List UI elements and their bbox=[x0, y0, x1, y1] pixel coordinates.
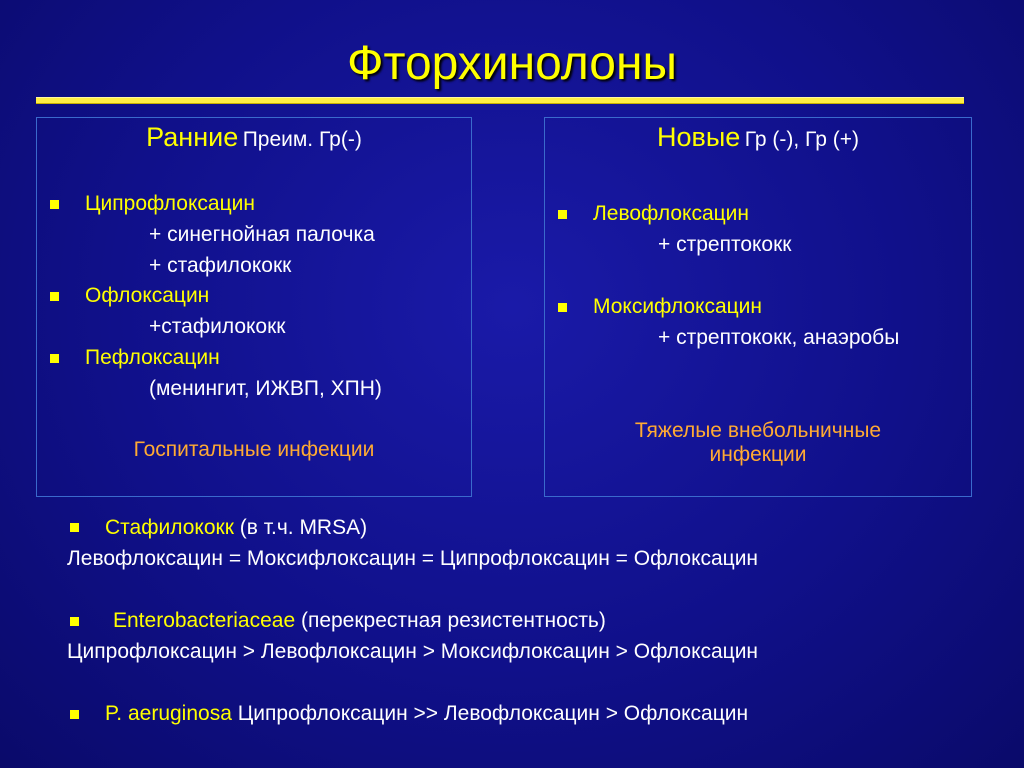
bullet-icon bbox=[50, 354, 59, 363]
bottom-item-comparison: Ципрофлоксацин > Левофлоксацин > Моксифлоксацин > Офлоксацин bbox=[67, 640, 759, 663]
right-footer-line2: инфекции bbox=[709, 443, 807, 466]
bullet-icon bbox=[50, 292, 59, 301]
bullet-icon bbox=[50, 200, 59, 209]
right-heading-title: Новые bbox=[656, 122, 741, 152]
bottom-item-rest: (перекрестная резистентность) bbox=[295, 609, 606, 632]
drug-note: + синегнойная палочка bbox=[149, 223, 375, 246]
bottom-item-p-aeruginosa bbox=[105, 702, 748, 726]
left-footer: Госпитальные инфекции bbox=[133, 438, 375, 461]
right-footer bbox=[545, 419, 971, 467]
drug-note: +стафилококк bbox=[149, 315, 286, 338]
bottom-item-comparison: Левофлоксацин = Моксифлоксацин = Ципрофлоксацин = Офлоксацин bbox=[67, 547, 759, 570]
new-fluoroquinolones-box bbox=[544, 117, 972, 497]
drug-levofloxacin: Левофлоксацин bbox=[593, 202, 750, 225]
early-fluoroquinolones-box bbox=[36, 117, 472, 497]
right-heading bbox=[545, 122, 971, 153]
drug-ofloxacin: Офлоксацин bbox=[85, 284, 210, 307]
bottom-item-label: P. aeruginosa bbox=[105, 702, 232, 725]
bottom-item-staph bbox=[105, 516, 367, 540]
left-heading-title: Ранние bbox=[146, 122, 239, 152]
right-footer-line1: Тяжелые внебольничные bbox=[634, 419, 882, 442]
left-heading-subtitle: Преим. Гр(-) bbox=[242, 128, 362, 151]
slide-title: Фторхинолоны bbox=[347, 37, 677, 90]
drug-note: + стрептококк bbox=[658, 233, 792, 256]
bottom-item-rest: Ципрофлоксацин >> Левофлоксацин > Офлоксацин bbox=[231, 702, 749, 725]
bottom-item-label: Стафилококк bbox=[105, 516, 234, 539]
bullet-icon bbox=[558, 303, 567, 312]
right-heading-subtitle: Гр (-), Гр (+) bbox=[744, 128, 860, 151]
bullet-icon bbox=[70, 617, 79, 626]
title-underline bbox=[36, 97, 964, 104]
drug-note: (менингит, ИЖВП, ХПН) bbox=[149, 377, 382, 400]
drug-ciprofloxacin: Ципрофлоксацин bbox=[85, 192, 255, 215]
bottom-item-label: Enterobacteriaceae bbox=[113, 609, 296, 632]
bottom-item-rest: (в т.ч. MRSA) bbox=[233, 516, 368, 539]
drug-note: + стафилококк bbox=[149, 254, 292, 277]
bullet-icon bbox=[70, 523, 79, 532]
left-heading bbox=[37, 122, 471, 153]
drug-pefloxacin: Пефлоксацин bbox=[85, 346, 220, 369]
bottom-item-enterobacteriaceae bbox=[113, 609, 606, 633]
bullet-icon bbox=[558, 210, 567, 219]
bullet-icon bbox=[70, 710, 79, 719]
drug-note: + стрептококк, анаэробы bbox=[658, 326, 900, 349]
drug-moxifloxacin: Моксифлоксацин bbox=[593, 295, 763, 318]
